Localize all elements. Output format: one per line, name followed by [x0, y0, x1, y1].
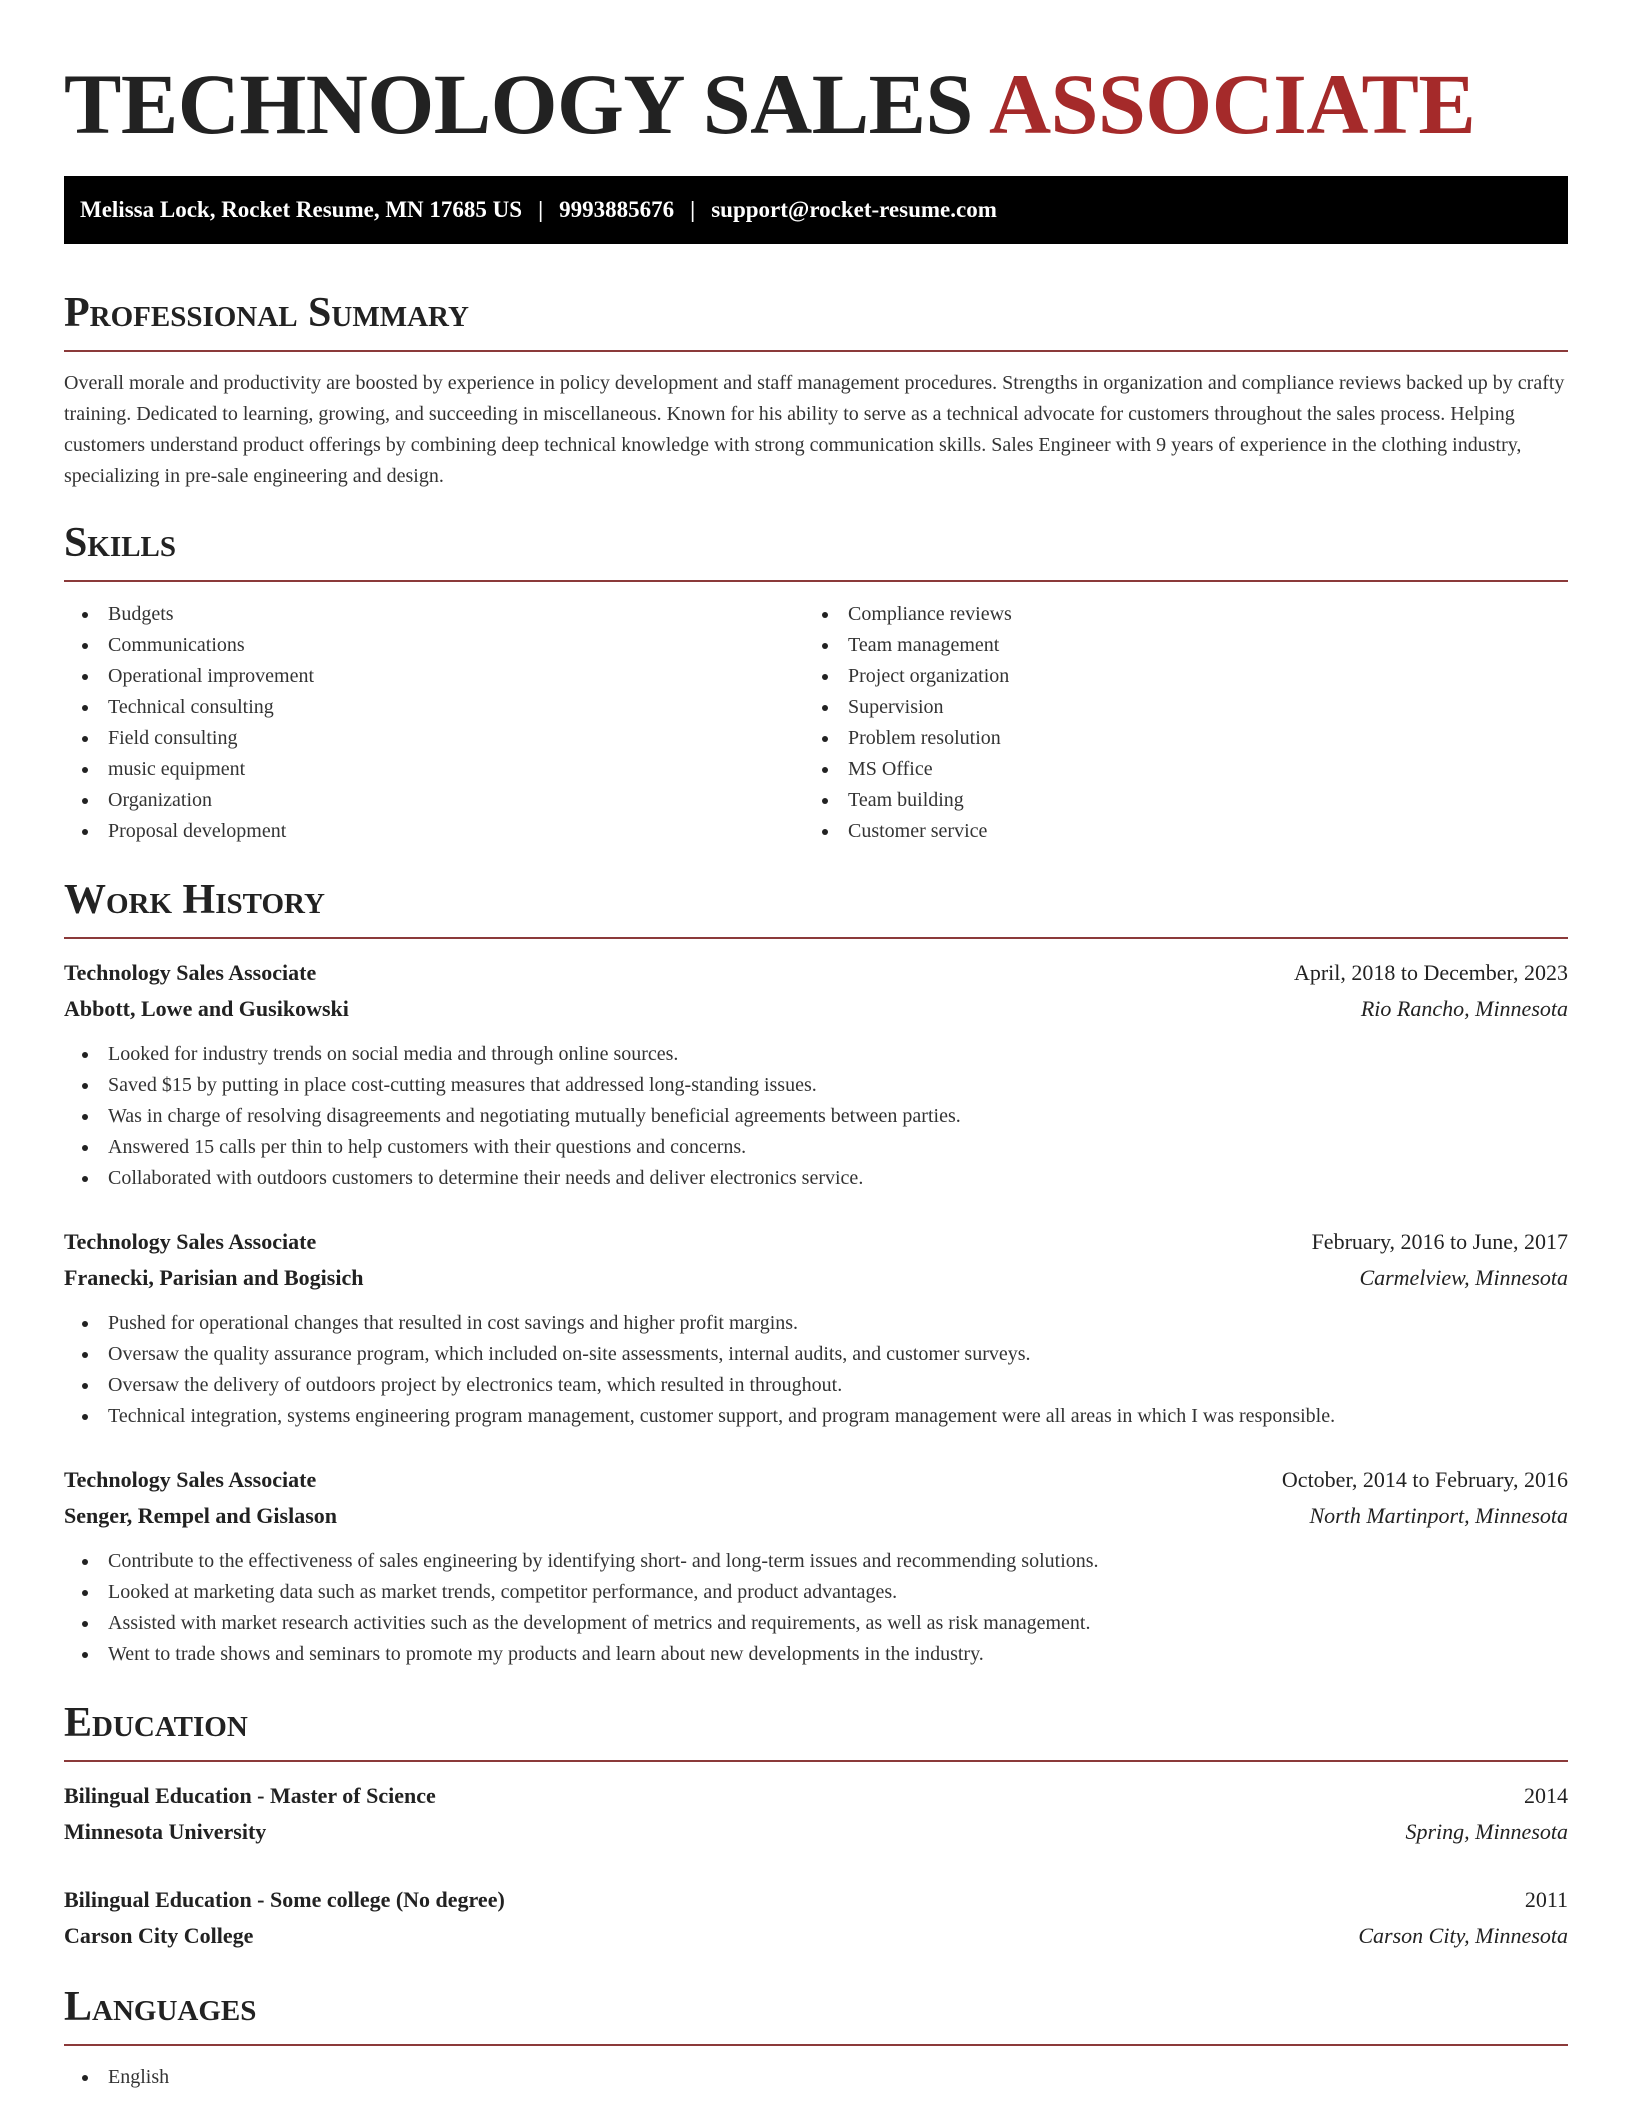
- skill-item: Customer service: [804, 816, 1544, 847]
- skill-item: Communications: [64, 630, 804, 661]
- job-title-row: [64, 1224, 1568, 1260]
- job-bullet: Contribute to the effectiveness of sales engineering by identifying short- and long-term issues and recommending solutions.: [64, 1546, 1568, 1577]
- job-title-row: [64, 955, 1568, 991]
- resume-title: [64, 54, 1568, 154]
- contact-separator: |: [690, 197, 696, 222]
- job-dates: April, 2018 to December, 2023: [1293, 960, 1568, 985]
- job-company-row: [64, 1498, 1568, 1534]
- summary-section: [64, 288, 1568, 492]
- job-bullet: Went to trade shows and seminars to promote my products and learn about new developments in the industry.: [64, 1639, 1568, 1670]
- skill-item: Budgets: [64, 599, 804, 630]
- job-dates: February, 2016 to June, 2017: [1311, 1229, 1568, 1254]
- skill-item: music equipment: [64, 754, 804, 785]
- work-history-heading: Work History: [64, 877, 325, 923]
- job-bullet: Oversaw the delivery of outdoors project by electronics team, which resulted in throughout.: [64, 1370, 1568, 1401]
- job-bullets: [64, 1546, 1568, 1670]
- job-title: Technology Sales Associate: [64, 1467, 317, 1492]
- language-item: English: [64, 2062, 1568, 2093]
- education-degree: Bilingual Education - Some college (No degree): [64, 1887, 505, 1912]
- job-bullet: Was in charge of resolving disagreements and negotiating mutually beneficial agreements between parties.: [64, 1101, 1568, 1132]
- job-entry: [64, 1224, 1568, 1432]
- skill-item: Team management: [804, 630, 1544, 661]
- job-company: Franecki, Parisian and Bogisich: [64, 1265, 364, 1290]
- job-title-row: [64, 1462, 1568, 1498]
- skills-heading: Skills: [64, 520, 177, 566]
- contact-separator: |: [538, 197, 544, 222]
- job-bullet: Collaborated with outdoors customers to determine their needs and deliver electronics service.: [64, 1163, 1568, 1194]
- education-degree-row: [64, 1778, 1568, 1814]
- section-divider: [64, 350, 1568, 352]
- contact-address: Melissa Lock, Rocket Resume, MN 17685 US: [80, 197, 523, 222]
- languages-section: [64, 1982, 1568, 2093]
- job-location: Carmelview, Minnesota: [1359, 1265, 1568, 1290]
- education-school: Minnesota University: [64, 1819, 267, 1844]
- skill-item: Organization: [64, 785, 804, 816]
- skill-item: Technical consulting: [64, 692, 804, 723]
- skill-item: Problem resolution: [804, 723, 1544, 754]
- job-bullet: Oversaw the quality assurance program, which included on-site assessments, internal audits, and customer surveys.: [64, 1339, 1568, 1370]
- section-divider: [64, 937, 1568, 939]
- summary-heading: Professional Summary: [64, 290, 469, 336]
- job-company-row: [64, 991, 1568, 1027]
- job-title: Technology Sales Associate: [64, 960, 317, 985]
- contact-bar: [64, 176, 1568, 244]
- skill-item: Supervision: [804, 692, 1544, 723]
- skills-columns: [64, 599, 1568, 847]
- job-title: Technology Sales Associate: [64, 1229, 317, 1254]
- skill-item: MS Office: [804, 754, 1544, 785]
- skill-item: Compliance reviews: [804, 599, 1544, 630]
- education-heading: Education: [64, 1700, 248, 1746]
- job-entry: [64, 1462, 1568, 1670]
- job-company-row: [64, 1260, 1568, 1296]
- job-bullet: Saved $15 by putting in place cost-cutting measures that addressed long-standing issues.: [64, 1070, 1568, 1101]
- education-degree-row: [64, 1882, 1568, 1918]
- summary-text: Overall morale and productivity are boosted by experience in policy development and staff management procedures. Strengths in organization and compliance reviews backed up by crafty training. Dedicated to learning, growing, and succeeding in miscellaneous. Known for his ability to serve as a technical advocate for customers throughout the sales process. Helping customers understand product offerings by combining deep technical knowledge with strong communication skills. Sales Engineer with 9 years of experience in the clothing industry, specializing in pre-sale engineering and design.: [64, 372, 1565, 487]
- education-year: 2014: [1524, 1783, 1568, 1808]
- skills-list-left: [64, 599, 804, 847]
- job-bullets: [64, 1039, 1568, 1194]
- job-bullet: Assisted with market research activities such as the development of metrics and requirements, as well as risk management.: [64, 1608, 1568, 1639]
- job-bullet: Looked at marketing data such as market trends, competitor performance, and product advantages.: [64, 1577, 1568, 1608]
- job-entry: [64, 955, 1568, 1194]
- job-company: Senger, Rempel and Gislason: [64, 1503, 338, 1528]
- skill-item: Field consulting: [64, 723, 804, 754]
- job-company: Abbott, Lowe and Gusikowski: [64, 996, 349, 1021]
- contact-email: support@rocket-resume.com: [711, 197, 997, 222]
- job-bullet: Technical integration, systems engineering program management, customer support, and program management were all areas in which I was responsible.: [64, 1401, 1568, 1432]
- work-history-section: [64, 875, 1568, 1670]
- job-bullet: Looked for industry trends on social media and through online sources.: [64, 1039, 1568, 1070]
- title-main: TECHNOLOGY SALES: [64, 56, 973, 152]
- education-section: [64, 1698, 1568, 1954]
- education-school: Carson City College: [64, 1923, 254, 1948]
- skill-item: Team building: [804, 785, 1544, 816]
- education-degree: Bilingual Education - Master of Science: [64, 1783, 436, 1808]
- skill-item: Operational improvement: [64, 661, 804, 692]
- job-bullet: Pushed for operational changes that resulted in cost savings and higher profit margins.: [64, 1308, 1568, 1339]
- languages-list: [64, 2062, 1568, 2093]
- skill-item: Proposal development: [64, 816, 804, 847]
- education-entry: [64, 1882, 1568, 1954]
- title-accent: ASSOCIATE: [989, 56, 1476, 152]
- education-school-row: [64, 1918, 1568, 1954]
- job-location: Rio Rancho, Minnesota: [1360, 996, 1568, 1021]
- section-divider: [64, 2044, 1568, 2046]
- education-entry: [64, 1778, 1568, 1850]
- skill-item: Project organization: [804, 661, 1544, 692]
- education-year: 2011: [1524, 1887, 1568, 1912]
- job-bullet: Answered 15 calls per thin to help customers with their questions and concerns.: [64, 1132, 1568, 1163]
- education-location: Carson City, Minnesota: [1358, 1923, 1568, 1948]
- contact-phone: 9993885676: [559, 197, 675, 222]
- job-location: North Martinport, Minnesota: [1309, 1503, 1568, 1528]
- job-dates: October, 2014 to February, 2016: [1281, 1467, 1568, 1492]
- education-location: Spring, Minnesota: [1405, 1819, 1568, 1844]
- section-divider: [64, 580, 1568, 582]
- education-school-row: [64, 1814, 1568, 1850]
- skills-list-right: [804, 599, 1544, 847]
- skills-section: [64, 518, 1568, 847]
- section-divider: [64, 1760, 1568, 1762]
- job-bullets: [64, 1308, 1568, 1432]
- languages-heading: Languages: [64, 1984, 257, 2030]
